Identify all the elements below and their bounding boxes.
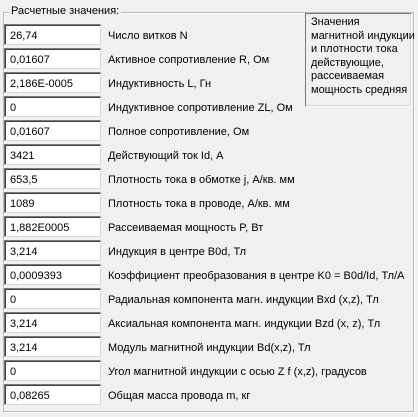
row-winding-current-density [0,168,418,192]
conversion-coefficient-field[interactable] [4,264,101,285]
turns-field[interactable] [4,24,101,45]
center-induction-label: Индукция в центре B0d, Тл [108,246,247,258]
radial-induction-field[interactable] [4,288,101,309]
inductance-field[interactable] [4,72,101,93]
conversion-coefficient-label: Коэффициент преобразования в центре K0 = B0d/Id, Тл/А [108,270,405,282]
induction-angle-field[interactable] [4,360,101,381]
row-axial-induction [0,312,418,336]
dissipated-power-label: Рассеиваемая мощность P, Вт [108,222,264,234]
row-center-induction [0,240,418,264]
impedance-label: Полное сопротивление, Ом [108,126,250,138]
row-conversion-coefficient [0,264,418,288]
note-line: мощность средняя [311,83,408,96]
radial-induction-label: Радиальная компонента магн. индукции Bxd (x,z), Тл [108,294,379,306]
turns-label: Число витков N [108,30,188,42]
rms-current-label: Действующий ток Id, А [108,150,224,162]
row-radial-induction [0,288,418,312]
row-wire-mass [0,384,418,408]
axial-induction-field[interactable] [4,312,101,333]
note-line: и плотности тока [311,43,398,56]
induction-modulus-label: Модуль магнитной индукции Bd(x,z), Тл [108,342,311,354]
wire-current-density-label: Плотность тока в проводе, А/кв. мм [108,198,290,210]
row-wire-current-density [0,192,418,216]
impedance-field[interactable] [4,120,101,141]
axial-induction-label: Аксиальная компонента магн. индукции Bzd (x, z), Тл [108,318,381,330]
rms-current-field[interactable] [4,144,101,165]
induction-modulus-field[interactable] [4,336,101,357]
row-impedance [0,120,418,144]
row-inductive-reactance [0,96,418,120]
row-induction-modulus [0,336,418,360]
inductive-reactance-label: Индуктивное сопротивление ZL, Ом [108,102,293,114]
dissipated-power-field[interactable] [4,216,101,237]
winding-current-density-label: Плотность тока в обмотке j, А/кв. мм [108,174,295,186]
row-rms-current [0,144,418,168]
note-line: Значения [311,16,360,28]
row-turns [0,24,418,48]
wire-mass-label: Общая масса провода m, кг [108,390,251,402]
row-dissipated-power [0,216,418,240]
row-active-resistance [0,48,418,72]
wire-mass-field[interactable] [4,384,101,405]
row-induction-angle [0,360,418,384]
note-line: магнитной индукции [311,29,415,42]
note-line: действующие, [311,56,384,69]
induction-angle-label: Угол магнитной индукции с осью Z f (x,z), градусов [108,366,367,378]
active-resistance-label: Активное сопротивление R, Ом [108,54,270,66]
center-induction-field[interactable] [4,240,101,261]
active-resistance-field[interactable] [4,48,101,69]
row-inductance [0,72,418,96]
group-title: Расчетные значения: [11,5,120,17]
inductive-reactance-field[interactable] [4,96,101,117]
winding-current-density-field[interactable] [4,168,101,189]
wire-current-density-field[interactable] [4,192,101,213]
inductance-label: Индуктивность L, Гн [108,78,212,90]
note-line: рассеиваемая [311,70,385,83]
